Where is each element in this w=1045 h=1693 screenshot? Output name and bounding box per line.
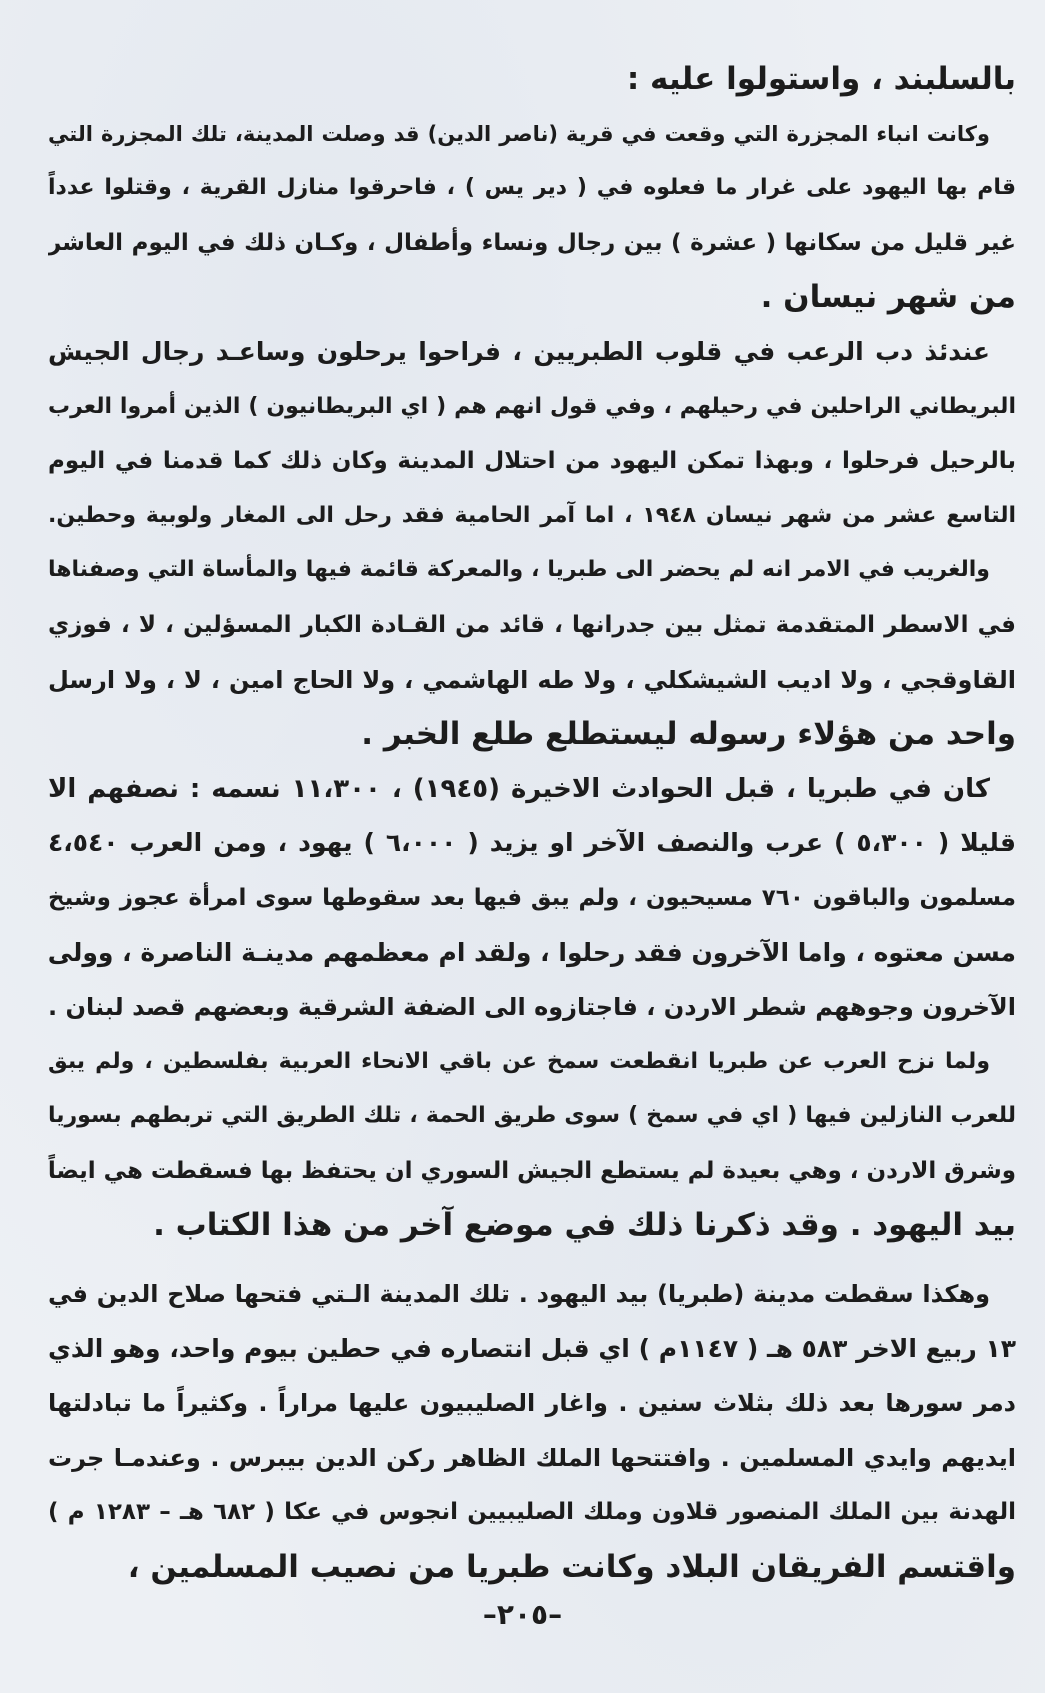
text-line: بالرحيل فرحلوا ، وبهذا تمكن اليهود من احتلال المدينة وكان ذلك كما قدمنا في اليوم — [48, 448, 1016, 475]
text-line: وشرق الاردن ، وهي بعيدة لم يستطع الجيش السوري ان يحتفظ بها فسقطت هي ايضاً — [48, 1157, 1016, 1184]
text-line: عندئذ دب الرعب في قلوب الطبريين ، فراحوا يرحلون وساعـد رجال الجيش — [48, 336, 990, 366]
text-line: وهكذا سقطت مدينة (طبريا) بيد اليهود . تلك المدينة الـتي فتحها صلاح الدين في — [48, 1280, 990, 1309]
text-line: وكانت انباء المجزرة التي وقعت في قرية (ناصر الدين) قد وصلت المدينة، تلك المجزرة التي — [48, 121, 990, 146]
text-line: القاوقجي ، ولا اديب الشيشكلي ، ولا طه الهاشمي ، ولا الحاج امين ، لا ، ولا ارسل — [48, 665, 1016, 694]
text-line: قام بها اليهود على غرار ما فعلوه في ( دير يس ) ، فاحرقوا منازل القرية ، وقتلوا عدداً — [48, 175, 1016, 201]
text-line: من شهر نيسان . — [760, 279, 1016, 316]
page-body — [48, 52, 1016, 1595]
text-line: الهدنة بين الملك المنصور قلاون وملك الصليبيين انجوس في عكا ( ٦٨٢ هـ – ١٢٨٣ م ) — [48, 1499, 1016, 1526]
text-line: مسن معتوه ، واما الآخرون فقد رحلوا ، ولقد ام معظمهم مدينـة الناصرة ، وولى — [48, 937, 1016, 967]
text-line: للعرب النازلين فيها ( اي في سمخ ) سوى طريق الحمة ، تلك الطريق التي تربطهم بسوريا — [48, 1103, 1016, 1129]
text-line: في الاسطر المتقدمة تمثل بين جدرانها ، قائد من القـادة الكبار المسؤلين ، لا ، فوزي — [48, 611, 1016, 638]
text-line: واحد من هؤلاء رسوله ليستطلع طلع الخبر . — [361, 716, 1016, 753]
text-line: قليلا ( ٥،٣٠٠ ) عرب والنصف الآخر او يزيد ( ٦،٠٠٠ ) يهود ، ومن العرب ٤،٥٤٠ — [48, 828, 1016, 858]
text-line: واقتسم الفريقان البلاد وكانت طبريا من نصيب المسلمين ، — [127, 1549, 1016, 1586]
text-line: البريطاني الراحلين في رحيلهم ، وفي قول انهم هم ( اي البريطانيون ) الذين أمروا العرب — [48, 393, 1016, 419]
text-line: التاسع عشر من شهر نيسان ١٩٤٨ ، اما آمر الحامية فقد رحل الى المغار ولوبية وحطين. — [48, 502, 1016, 528]
text-line: ايديهم وايدي المسلمين . وافتتحها الملك الظاهر ركن الدين بيبرس . وعندمـا جرت — [48, 1443, 1016, 1472]
text-line: بالسلبند ، واستولوا عليه : — [626, 61, 1016, 97]
text-line: الآخرون وجوههم شطر الاردن ، فاجتازوه الى الضفة الشرقية وبعضهم قصد لبنان . — [48, 993, 1016, 1022]
text-line: والغريب في الامر انه لم يحضر الى طبريا ، والمعركة قائمة فيها والمأساة التي وصفناها — [48, 557, 990, 583]
page-number: –٢٠٥– — [482, 1598, 563, 1631]
paragraph-gap — [48, 1253, 1016, 1267]
text-line: كان في طبريا ، قبل الحوادث الاخيرة (١٩٤٥) ، ١١،٣٠٠ نسمه : نصفهم الا — [48, 773, 990, 804]
text-line: ١٣ ربيع الاخر ٥٨٣ هـ ( ١١٤٧م ) اي قبل انتصاره في حطين بيوم واحد، وهو الذي — [48, 1333, 1016, 1363]
text-line: دمر سورها بعد ذلك بثلاث سنين . واغار الصليبيون عليها مراراً . وكثيراً ما تبادلتها — [48, 1389, 1016, 1418]
text-line: ولما نزح العرب عن طبريا انقطعت سمخ عن باقي الانحاء العربية بفلسطين ، ولم يبق — [48, 1048, 990, 1074]
text-line: مسلمون والباقون ٧٦٠ مسيحيون ، ولم يبق فيها بعد سقوطها سوى امرأة عجوز وشيخ — [48, 884, 1016, 911]
text-line: بيد اليهود . وقد ذكرنا ذلك في موضع آخر من هذا الكتاب . — [153, 1207, 1016, 1244]
text-line: غير قليل من سكانها ( عشرة ) بين رجال ونساء وأطفال ، وكـان ذلك في اليوم العاشر — [48, 229, 1016, 256]
